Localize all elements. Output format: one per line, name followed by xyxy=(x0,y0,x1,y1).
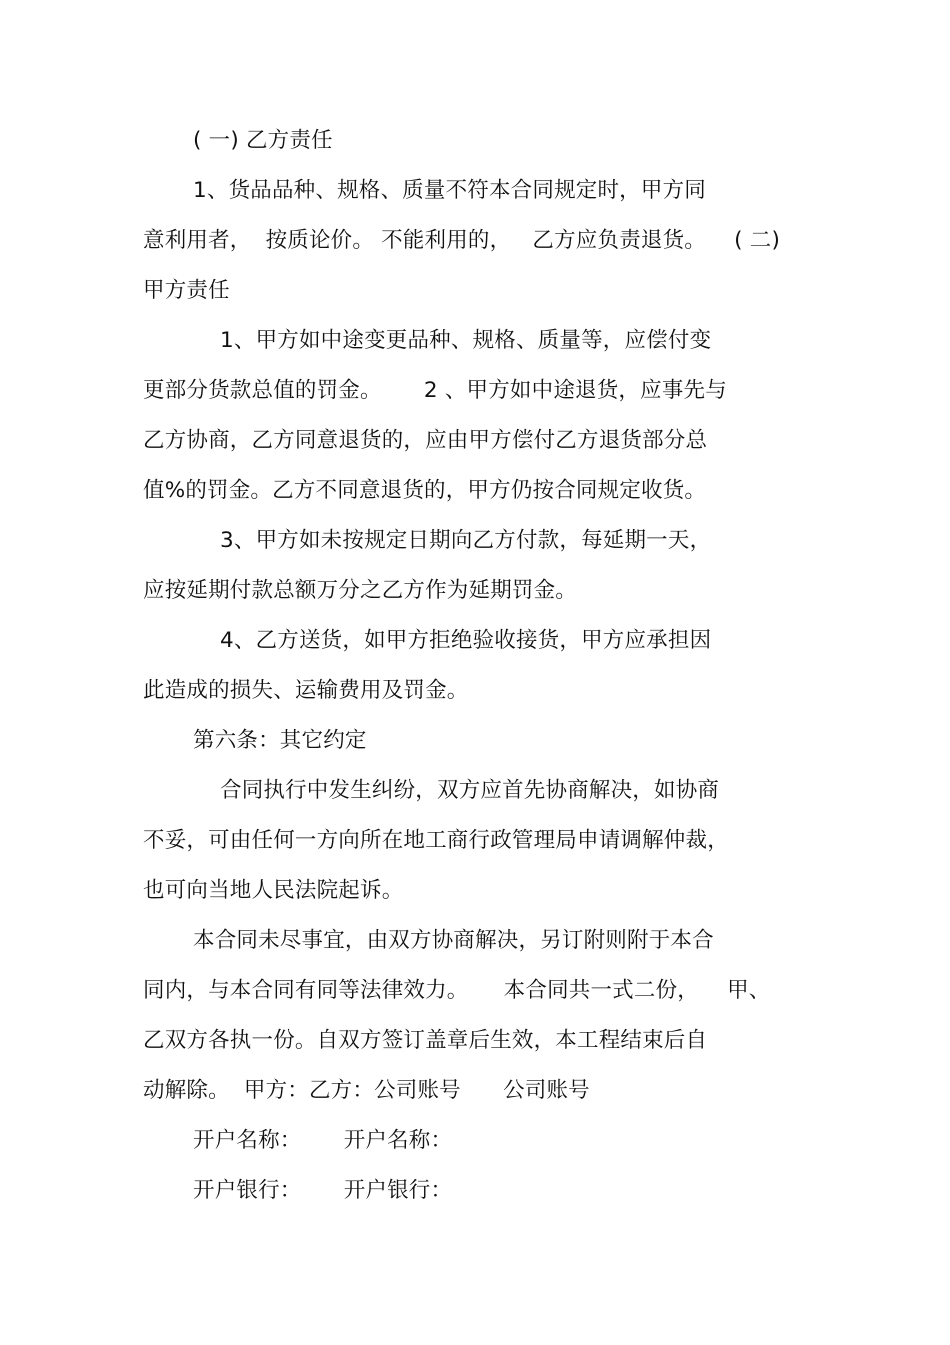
section-heading-party-a: 甲方责任 xyxy=(143,278,230,303)
article-six-heading: 第六条：其它约定 xyxy=(193,728,367,753)
paragraph-line: 合同执行中发生纠纷，双方应首先协商解决，如协商 xyxy=(220,778,720,803)
paragraph-line: 应按延期付款总额万分之乙方作为延期罚金。 xyxy=(143,578,578,603)
paragraph-line: 意利用者， 按质论价。 不能利用的， 乙方应负责退货。 ( 二) xyxy=(143,228,781,253)
paragraph-line: 此造成的损失、运输费用及罚金。 xyxy=(143,678,469,703)
paragraph-line: 本合同未尽事宜，由双方协商解决，另订附则附于本合 xyxy=(193,928,714,953)
paragraph-line: 1、货品品种、规格、质量不符本合同规定时，甲方同 xyxy=(193,178,706,203)
paragraph-line: 也可向当地人民法院起诉。 xyxy=(143,878,404,903)
paragraph-line: 同内，与本合同有同等法律效力。 本合同共一式二份， 甲、 xyxy=(143,978,771,1003)
paragraph-line: 乙方协商，乙方同意退货的，应由甲方偿付乙方退货部分总 xyxy=(143,428,708,453)
paragraph-line: 乙双方各执一份。自双方签订盖章后生效，本工程结束后自 xyxy=(143,1028,708,1053)
paragraph-line: 4、乙方送货，如甲方拒绝验收接货，甲方应承担因 xyxy=(220,628,712,653)
paragraph-line: 值%的罚金。乙方不同意退货的，甲方仍按合同规定收货。 xyxy=(143,478,707,503)
paragraph-line: 1、甲方如中途变更品种、规格、质量等，应偿付变 xyxy=(220,328,712,353)
paragraph-line: 不妥，可由任何一方向所在地工商行政管理局申请调解仲裁， xyxy=(143,828,729,853)
signature-line: 动解除。 甲方：乙方：公司账号 公司账号 xyxy=(143,1078,590,1103)
paragraph-line: 3、甲方如未按规定日期向乙方付款，每延期一天， xyxy=(220,528,712,553)
bank-name-line: 开户银行： 开户银行： xyxy=(193,1178,453,1203)
section-heading-party-b: ( 一) 乙方责任 xyxy=(193,128,333,153)
account-name-line: 开户名称： 开户名称： xyxy=(193,1128,453,1153)
paragraph-line: 更部分货款总值的罚金。 2 、甲方如中途退货，应事先与 xyxy=(143,378,727,403)
